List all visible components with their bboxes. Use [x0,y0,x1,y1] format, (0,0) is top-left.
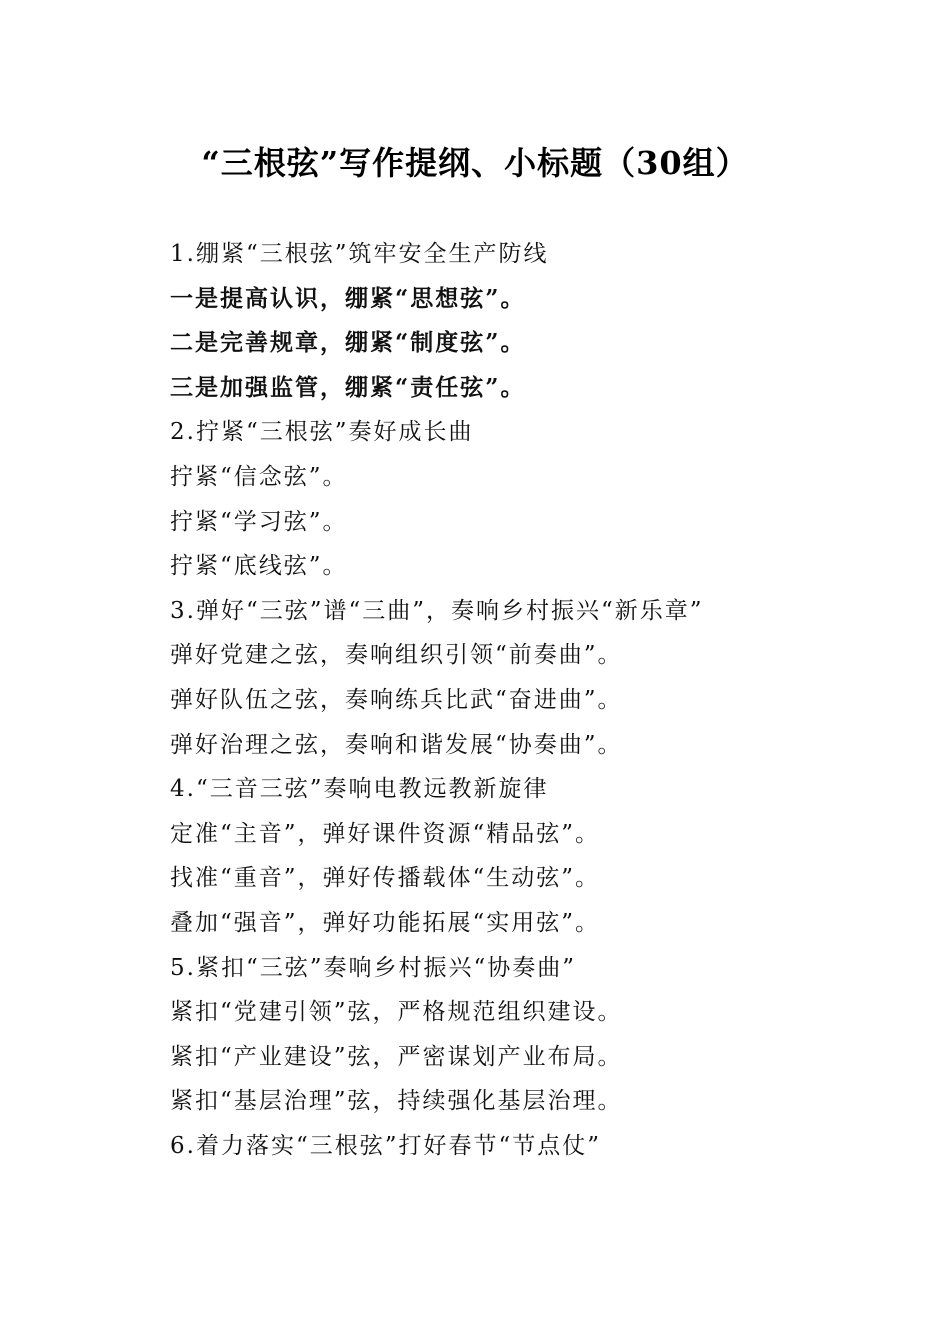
outline-item: 拧紧“学习弦”。 [170,508,348,535]
outline-item: 找准“重音”，弹好传播载体“生动弦”。 [170,865,601,892]
outline-item: 拧紧“底线弦”。 [170,553,348,580]
outline-item: 拧紧“信念弦”。 [170,463,348,490]
outline-item: 二是完善规章，绷紧“制度弦”。 [170,329,526,357]
outline-item: 弹好治理之弦，奏响和谐发展“协奏曲”。 [170,731,623,758]
outline-item: 叠加“强音”，弹好功能拓展“实用弦”。 [170,909,601,936]
outline-item: 紧扣“基层治理”弦，持续强化基层治理。 [170,1088,623,1115]
outline-item: 定准“主音”，弹好课件资源“精品弦”。 [170,820,601,847]
section-heading-5: 5.紧扣“三弦”奏响乡村振兴“协奏曲” [170,954,576,981]
outline-item: 紧扣“党建引领”弦，严格规范组织建设。 [170,999,623,1026]
section-heading-6: 6.着力落实“三根弦”打好春节“节点仗” [170,1132,601,1159]
section-heading-4: 4.“三音三弦”奏响电教远教新旋律 [170,776,549,803]
outline-item: 紧扣“产业建设”弦，严密谋划产业布局。 [170,1043,623,1070]
outline-item: 弹好党建之弦，奏响组织引领“前奏曲”。 [170,642,623,669]
outline-item: 一是提高认识，绷紧“思想弦”。 [170,284,526,312]
outline-item: 弹好队伍之弦，奏响练兵比武“奋进曲”。 [170,686,623,713]
section-heading-1: 1.绷紧“三根弦”筑牢安全生产防线 [170,241,549,267]
document-body [170,232,870,1168]
document-title: “三根弦”写作提纲、小标题（30组） [201,144,749,182]
section-heading-2: 2.拧紧“三根弦”奏好成长曲 [170,419,474,446]
section-heading-3: 3.弹好“三弦”谱“三曲”，奏响乡村振兴“新乐章” [170,597,704,624]
outline-item: 三是加强监管，绷紧“责任弦”。 [170,373,526,401]
